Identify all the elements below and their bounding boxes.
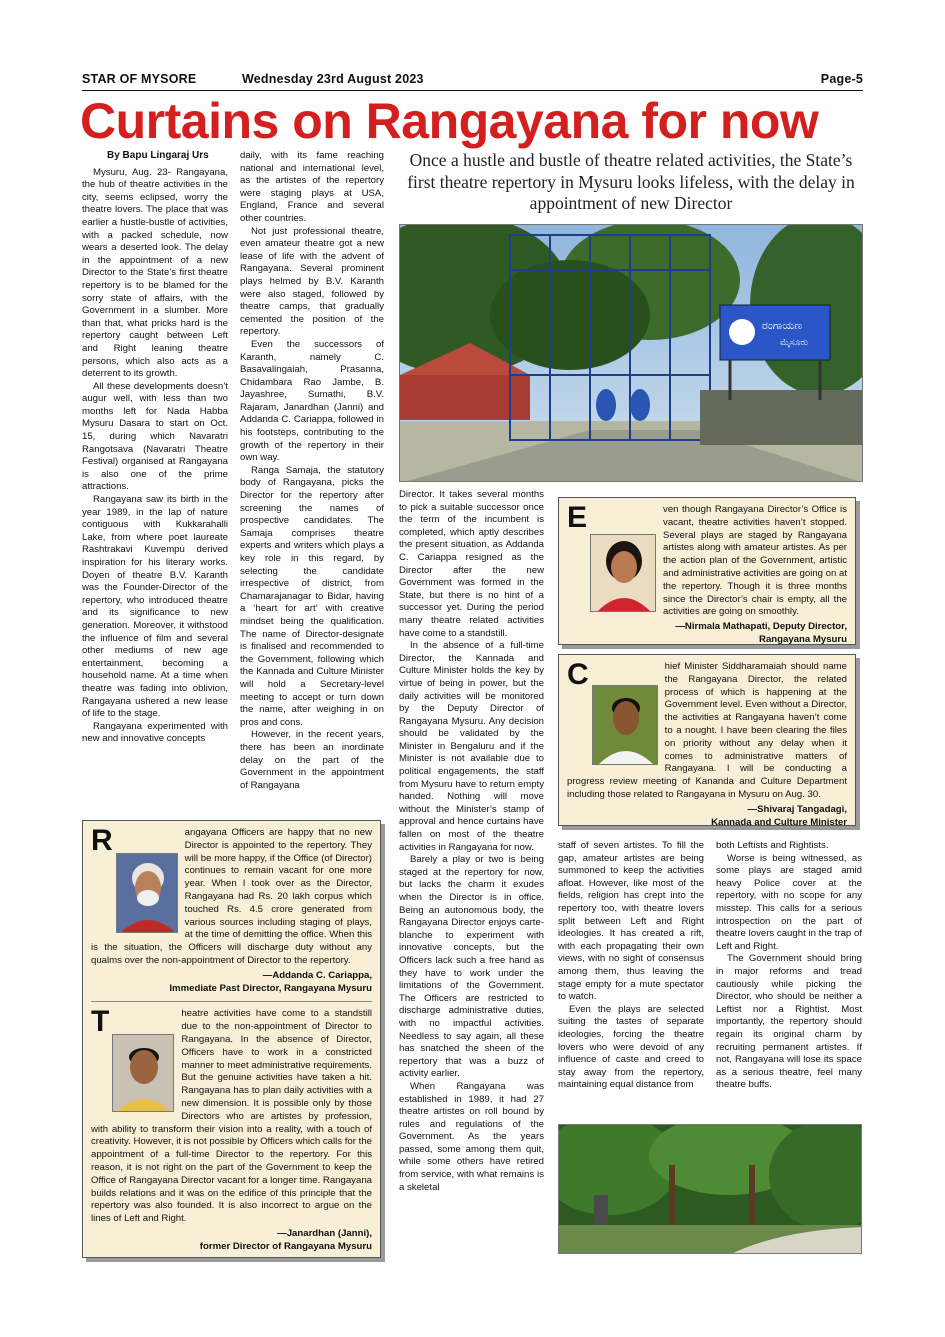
- paragraph: Mysuru, Aug. 23- Rangayana, the hub of theatre activities in the city, seems eclipsed, worry the theatre lovers. The place that was earlier a hustle-bustle of activities, with a packed schedule, now wears a deserted look. The delay in the appointment of a new Director to the State’s first theatre repertory is to be blamed for the sorry state of affairs, with the Government in a slumber. More than that, what pricks hard is the repertory caught between Left and Right leaning theatre persons, which also acts as a deterrent to its growth.: [82, 166, 228, 380]
- paragraph: daily, with its fame reaching national and international level, as the artistes of the repertory were staging plays at USA, England, France and several other countries.: [240, 150, 384, 224]
- paragraph: Barely a play or two is being staged at the repertory for now, but lacks the charm it exudes when the Director is in office. Being an autonomous body, the Rangayana Director enjoys carte-blanche to experiment with innovative concepts, but the Officers lack such a free hand as they have to work under the limitations of the Government. The Officers are restricted to discharge administrative duties, with no impactful activities. Needless to say again, all these has snatched the sheen of the repertory that was a buzz of activity earlier.: [399, 854, 544, 1080]
- paragraph: In the absence of a full-time Director, the Kannada and Culture Minister holds the key by virtue of being in power, but the daily activities will be monitored by the Deputy Director of Rangayana Mysuru. Any decision should be validated by the Minister in Bengaluru and if the Minister is not available due to political engagements, the staff from Mysuru have to return empty handed. Nothing will move without the Minister’s stamp of approval and hence curtains have fallen on most of the theatre activities in Rangayana for now.: [399, 640, 544, 853]
- portrait-shivaraj-image: [593, 686, 658, 765]
- paragraph: The Government should bring in major reforms and tread cautiously while picking the Director, who should be neither a Leftist nor a Rightist. Most importantly, the repertory should regain its original charm by recruiting permanent artistes. If not, Rangayana will lose its space as a serious theatre, feel many theatre buffs.: [716, 953, 862, 1091]
- portrait-janni-image: [113, 1035, 174, 1112]
- drop-cap: E: [567, 501, 588, 534]
- quote-box-former-directors: [82, 820, 381, 1258]
- drop-cap: C: [567, 658, 589, 691]
- box-divider: [91, 1001, 372, 1002]
- deck-subheading: Once a hustle and bustle of theatre related activities, the State’s first theatre repertory in Mysuru looks lifeless, with the delay in appointment of new Director: [407, 150, 855, 213]
- paragraph: Even the successors of Karanth, namely C. Basavalingaiah, Prasanna, Chidambara Rao Jambe, B. Jayashree, Sumathi, B.V. Rajaram, Janardhan (Janni) and Addanda C. Cariappa, followed in his footsteps, contributing to the growth of the repertory in their own way.: [240, 338, 384, 464]
- quote-box-shivaraj: [558, 654, 856, 826]
- paragraph: When Rangayana was established in 1989, it had 27 theatre artistes on roll bound by rules and regulations of the Government. As the years passed, some among them quit, while some others have retired from service, with what remains is a skeletal: [399, 1080, 544, 1193]
- portrait-addanda: [116, 853, 178, 933]
- quote-signature-title: Immediate Past Director, Rangayana Mysuru: [169, 982, 372, 994]
- quote-text: heatre activities have come to a standstill due to the non-appointment of Director to Rangayana. In the absence of Director, Officers have to work in a constricted manner to meet administrative requirements. But the genuine activities have taken a hit. Rangayana has to plan daily activities with a new dimension. It is possible only by those Directors who are artistes by profession, with ability to transform their vision into a reality, with a touch of creativity. However, it is not possible by Officers which calls for the appointment of a full-time Director to the repertory. For this reason, it is not right on the part of the Government to keep the Office of Rangayana Director vacant for a longer time. Rangayana builds relations and it was on the edifice of this principle that the repertory was also founded. It is also incorrect to argue on the lines of Left and Right.: [91, 1008, 372, 1225]
- paragraph: Even the plays are selected suiting the tastes of separate ideologies, forcing the theatre lovers who were devoid of any influence of caste and creed to stay away from the repertory, maintaining equal distance from: [558, 1003, 704, 1091]
- rangayana-garden-photo: [558, 1124, 862, 1254]
- article-column-3: [399, 489, 544, 1287]
- portrait-nirmala-image: [591, 535, 656, 612]
- paragraph: Rangayana saw its birth in the year 1989, in the lap of nature contiguous with Kukkarahalli Lake, from where poet laureate Rashtrakavi Kuvempu derived inspiration for his literary works. Doyen of theatre B.V. Karanth was the Founder-Director of the repertory, who introduced theatre and its significance to new generation. Moreover, it withstood the influence of film and several other mediums of new age entertainment, becoming a household name. At a time when theatre was fading into oblivion, Rangayana ushered a new lease of life to the stage.: [82, 494, 228, 720]
- quote-signature-title: Rangayana Mysuru: [759, 633, 847, 645]
- paragraph: both Leftists and Rightists.: [716, 840, 829, 851]
- garden-illustration: [559, 1125, 862, 1254]
- drop-cap: T: [91, 1005, 110, 1039]
- quote-signature-name: —Shivaraj Tangadagi,: [747, 803, 847, 815]
- paragraph: Director. It takes several months to pick a suitable successor once the term of the incumbent is completed, which aptly describes the present situation, as Addanda C. Cariappa resigned as the Director after the new Government was formed in the State, but there is no hint of a successor yet. During the period many theatre related activities have come to a standstill.: [399, 489, 544, 639]
- page-title: Curtains on Rangayana for now: [80, 93, 819, 149]
- quote-signature-title: former Director of Rangayana Mysuru: [199, 1240, 372, 1252]
- rangayana-gate-photo: [399, 224, 863, 482]
- page-number: Page-5: [820, 72, 863, 86]
- article-column-4: [558, 840, 704, 1118]
- paper-name: STAR OF MYSORE: [82, 72, 197, 86]
- byline: By Bapu Lingaraj Urs: [107, 150, 209, 161]
- portrait-shivaraj: [592, 685, 658, 765]
- gate-illustration: [400, 225, 863, 482]
- quote-signature-name: —Addanda C. Cariappa,: [262, 969, 372, 981]
- quote-text: angayana Officers are happy that no new Director is appointed to the repertory. They will be more happy, if the Office (of Director) continues to remain vacant for one more year. When I took over as the Director, Rangayana had Rs. 20 lakh corpus which touched Rs. 4.5 crore generated from various sources including staging of plays, at the time of demitting the office. When this is the situation, the Officers will discharge duty without any qualms over the non-appointment of Director to the repertory.: [91, 827, 372, 966]
- quote-signature-name: —Nirmala Mathapati, Deputy Director,: [675, 621, 847, 633]
- article-column-2: [240, 150, 384, 810]
- paragraph: Worse is being witnessed, as some plays are staged amid heavy Police cover at the repertory, with no scope for any misstep. This calls for a serious introspection on the part of theatre lovers caught in the trap of Left and Right.: [716, 852, 862, 952]
- portrait-nirmala: [590, 534, 656, 612]
- paragraph: All these developments doesn’t augur well, with less than two months left for Nada Habba Mysuru Dasara to start on Oct. 15, during which Navaratri Rangotsava (Navaratri Theatre Festival) organised at Rangayana is also one of the prime attractions.: [82, 380, 228, 493]
- portrait-addanda-image: [117, 854, 178, 933]
- sign-text-line1: ರಂಗಾಯಣ: [762, 319, 803, 332]
- paragraph: However, in the recent years, there has been an inordinate delay on the part of the Government in the appointment of Rangayana: [240, 729, 384, 791]
- header-rule: [82, 90, 863, 91]
- quote-box-nirmala: [558, 497, 856, 645]
- sign-text-line2: ಮೈಸೂರು: [780, 338, 808, 348]
- article-column-1: [82, 150, 228, 810]
- quote-text: ven though Rangayana Director’s Office is vacant, theatre activities haven’t stopped. Several plays are staged by Rangayana artistes along with amateur artistes. As per the action plan of the Government, artistic and administrative activities are going on at the repertory. Though it is three months since the Director’s chair is empty, all the activities are going on smoothly.: [663, 504, 847, 618]
- paragraph: staff of seven artistes. To fill the gap, amateur artistes are being summoned to keep the activities afloat. However, like most of the fields, religion has crept into the repertory too, with theatre lovers split between Left and Right ideologies. It has created a rift, with each propagating their own views, with no sight of consensus among them, thus leaving the stage empty for a mute spectator to watch.: [558, 840, 704, 1003]
- quote-text: hief Minister Siddharamaiah should name the Rangayana Director, the related process of which is happening at the Government level. Even without a Director, the activities at Rangayana haven’t come to a nought. I have been clearing the files on priority without any delay when it comes to administrative matters of Rangayana. I will be conducting a progress review meeting of Kananda and Culture Department including those related to Rangayana in Mysuru on Aug. 30.: [567, 661, 847, 800]
- paragraph: Ranga Samaja, the statutory body of Rangayana, picks the Director for the repertory after screening the names of prospective candidates. The Samaja comprises theatre experts and writers which plays a key role in this regard, by selecting the candidate irrespective of district, from Chamarajanagar to Bidar, having a ‘heart for art’ with creative mindset being the qualification. The name of Director-designate is finalised and recommended to the Government, following which the Kannada and Culture Minister will hold a Secretary-level meeting to accept or turn down the name, after weighing in on pros and cons.: [240, 464, 384, 728]
- paragraph: Rangayana experimented with new and innovative concepts: [82, 720, 228, 745]
- quote-signature-name: —Janardhan (Janni),: [277, 1227, 372, 1239]
- paragraph: Not just professional theatre, even amateur theatre got a new lease of life with the advent of Rangayana. Several prominent plays helmed by B.V. Karanth were also staged, followed by theatre camps, that gradually cemented the position of the repertory.: [240, 225, 384, 338]
- issue-date: Wednesday 23rd August 2023: [242, 72, 424, 86]
- quote-signature-title: Kannada and Culture Minister: [711, 816, 847, 828]
- drop-cap: R: [91, 824, 113, 857]
- article-column-5: [716, 840, 862, 1118]
- portrait-janni: [112, 1034, 174, 1112]
